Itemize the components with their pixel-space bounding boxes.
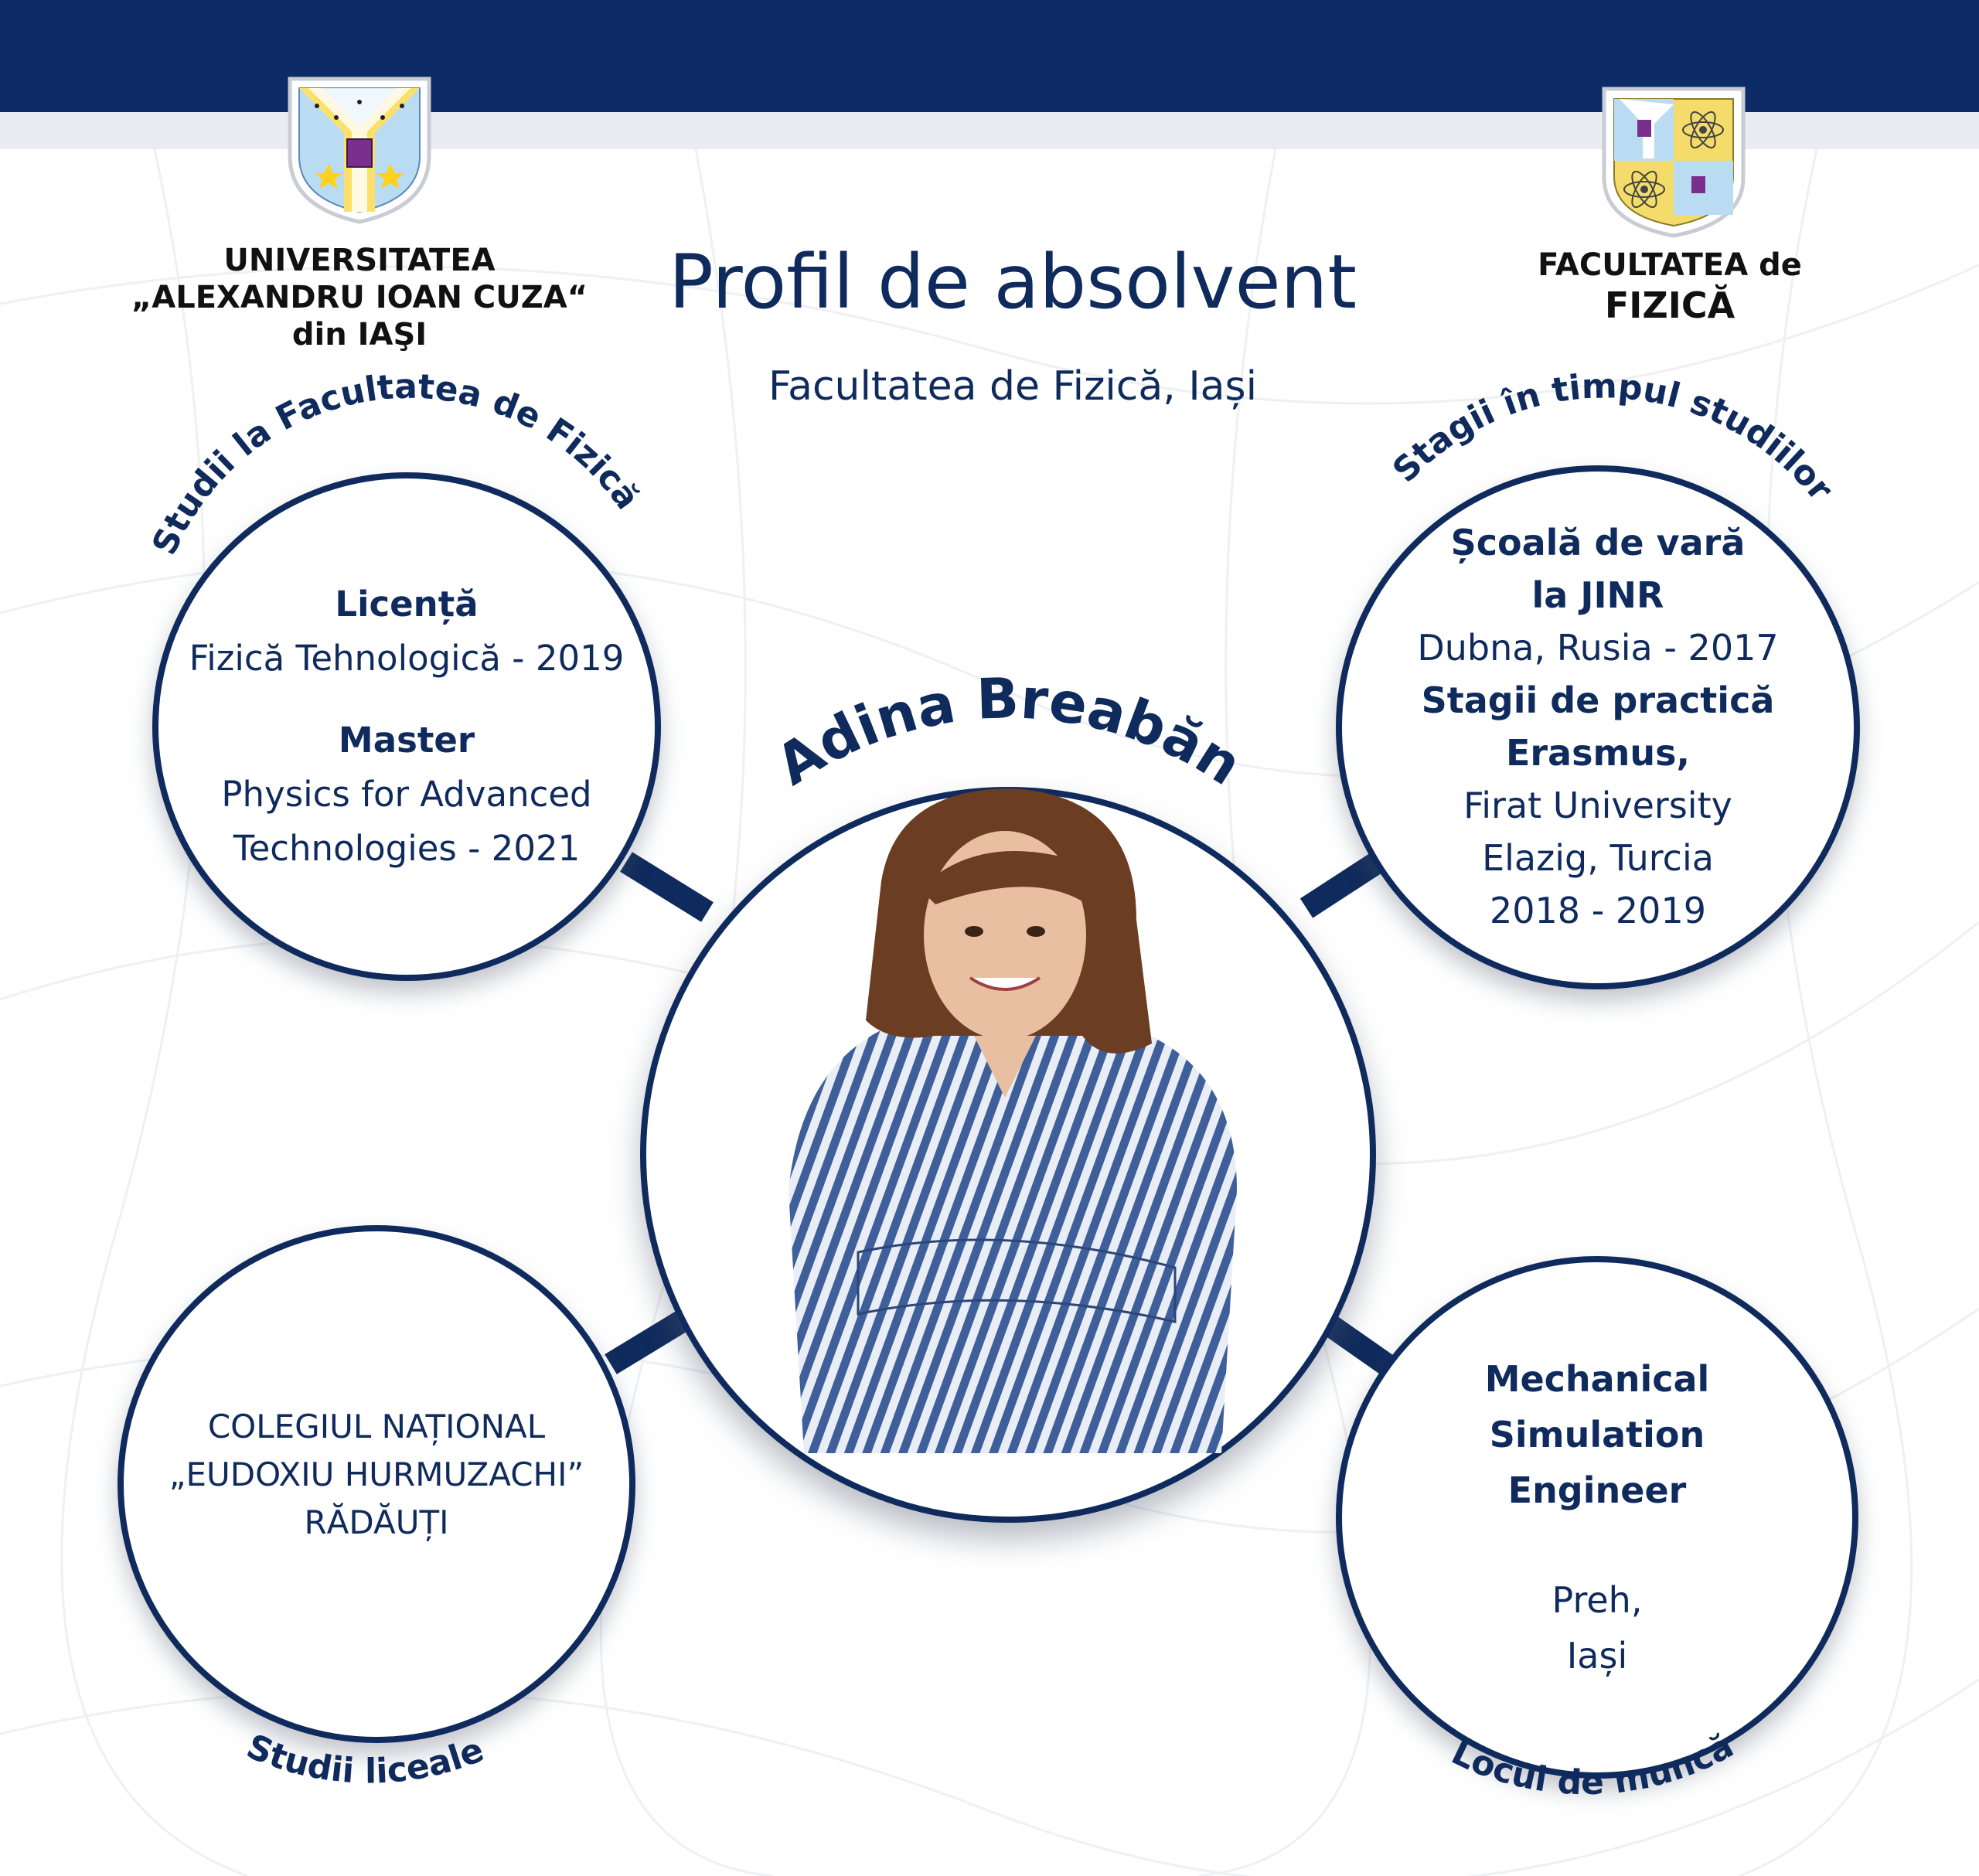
page-title: Profil de absolvent: [668, 239, 1357, 325]
summer-school-line-1: Școală de vară: [1450, 522, 1746, 563]
erasmus-place-line-1: Firat University: [1463, 785, 1732, 826]
highschool-content: [118, 1403, 635, 1547]
master-value-line-2: Technologies - 2021: [233, 828, 581, 869]
bachelor-value: Fizică Tehnologică - 2019: [189, 638, 625, 679]
summer-school-place: Dubna, Rusia - 2017: [1417, 627, 1779, 669]
erasmus-place-line-2: Elazig, Turcia: [1482, 837, 1714, 879]
studies-content: [152, 577, 661, 876]
workplace-section-label: Locul de muncă: [1445, 1725, 1740, 1803]
graduate-name: Adina Breabăn: [765, 666, 1253, 798]
master-label: Master: [338, 720, 475, 761]
university-name-line-2: „ALEXANDRU IOAN CUZA“: [131, 280, 588, 315]
summer-school-line-2: la JINR: [1531, 574, 1664, 616]
company-city: Iași: [1566, 1635, 1628, 1677]
erasmus-line-1: Stagii de practică: [1421, 679, 1775, 721]
internships-section-label: Stagii în timpul studiilor: [1385, 366, 1841, 509]
highschool-line-1: COLEGIUL NAȚIONAL: [207, 1408, 546, 1445]
job-title-line-1: Mechanical: [1484, 1358, 1710, 1400]
bachelor-label: Licență: [335, 584, 479, 625]
erasmus-years: 2018 - 2019: [1490, 890, 1706, 931]
faculty-name-line-1: FACULTATEA de: [1538, 247, 1802, 283]
faculty-name-line-2: FIZICĂ: [1604, 284, 1735, 326]
company-name: Preh,: [1552, 1579, 1643, 1621]
job-title-line-2: Simulation: [1489, 1414, 1705, 1456]
highschool-section-label: Studii liceale: [240, 1726, 489, 1792]
job-title-line-3: Engineer: [1507, 1469, 1687, 1511]
workplace-content: [1336, 1351, 1858, 1684]
studies-section-label: Studii la Facultatea de Fizică: [145, 366, 648, 561]
highschool-line-3: RĂDĂUȚI: [304, 1503, 449, 1541]
university-name-line-1: UNIVERSITATEA: [223, 243, 496, 278]
highschool-line-2: „EUDOXIU HURMUZACHI”: [169, 1456, 584, 1493]
page-subtitle: Facultatea de Fizică, Iași: [768, 363, 1258, 410]
erasmus-line-2: Erasmus,: [1505, 732, 1691, 774]
internships-content: [1336, 516, 1860, 937]
master-value-line-1: Physics for Advanced: [221, 774, 592, 815]
university-name-line-3: din IAŞI: [291, 317, 427, 352]
